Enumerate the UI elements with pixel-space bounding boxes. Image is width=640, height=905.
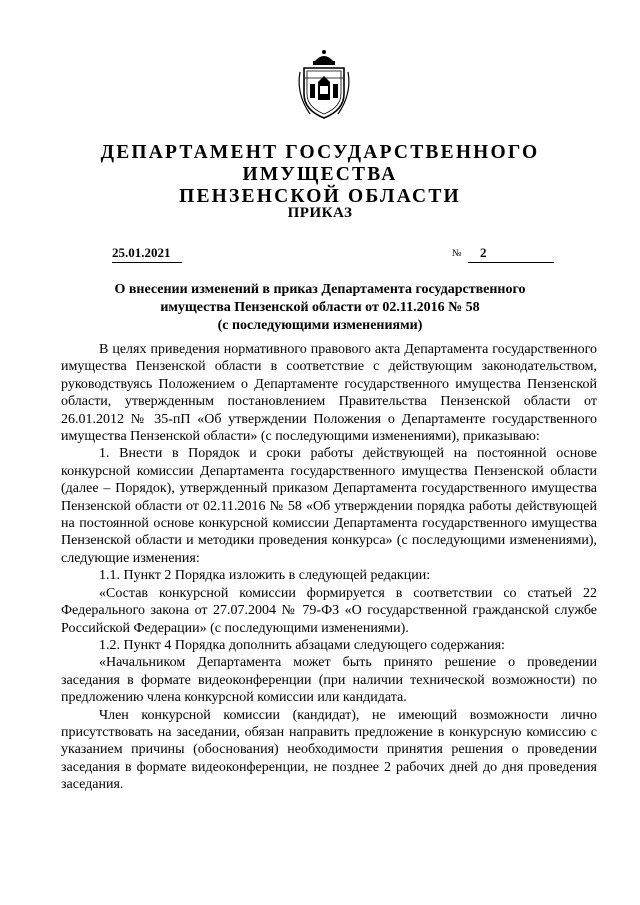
subject-line1: О внесении изменений в приказ Департамента государственного — [114, 282, 526, 297]
order-number: 2 — [468, 245, 554, 263]
order-body — [61, 341, 597, 794]
paragraph: 1.2. Пункт 4 Порядка дополнить абзацами следующего содержания: — [99, 637, 505, 653]
coat-of-arms-icon — [296, 48, 352, 120]
order-subject — [80, 281, 560, 335]
order-title: ПРИКАЗ — [287, 205, 353, 221]
department-name — [40, 142, 600, 208]
paragraph: «Состав конкурсной комиссии формируется в соответствии со статьей 22 Федерального закона от 27.07.2004 № 79-ФЗ «О государственной гражданской службе Российской Федерации» (с последующими изменениями). — [61, 585, 597, 636]
paragraph: Член конкурсной комиссии (кандидат), не имеющий возможности лично присутствовать на заседании, обязан направить предложение в конкурсную комиссию с указанием причины (обоснования) необходимости принятия решения о проведении заседания в формате видеоконференции, не позднее 2 рабочих дней до дня проведения заседания. — [61, 707, 597, 793]
department-name-line2: ПЕНЗЕНСКОЙ ОБЛАСТИ — [179, 186, 461, 207]
subject-line3: (с последующими изменениями) — [217, 318, 423, 333]
department-name-line1: ДЕПАРТАМЕНТ ГОСУДАРСТВЕННОГО ИМУЩЕСТВА — [100, 142, 540, 185]
paragraph: «Начальником Департамента может быть принято решение о проведении заседания в формате видеоконференции (при наличии технической возможности) по предложению члена конкурсной комиссии или кандидата. — [61, 655, 597, 706]
order-number-label: № — [452, 248, 462, 259]
order-date: 25.01.2021 — [112, 245, 182, 263]
paragraph: В целях приведения нормативного правового акта Департамента государственного имущества Пензенской области в соответствие с действующим законодательством, руководствуясь Положением о Департаменте государственного имущества Пензенской области, утвержденным постановлением Правительства Пензенской области от 26.01.2012 № 35-пП «Об утверждении Положения о Департаменте государственного имущества Пензенской области» (с последующими изменениями), приказываю: — [61, 342, 597, 445]
paragraph: 1.1. Пункт 2 Порядка изложить в следующей редакции: — [99, 568, 431, 584]
subject-line2: имущества Пензенской области от 02.11.2016 № 58 — [160, 300, 480, 315]
paragraph: 1. Внести в Порядок и сроки работы действующей на постоянной основе конкурсной комиссии Департамента государственного имущества Пензенской области (далее – Порядок), утвержденный приказом Департамента государственного имущества Пензенской области от 02.11.2016 № 58 «Об утверждении порядка работы действующей на постоянной основе конкурсной комиссии Департамента государственного имущества Пензенской области и методики проведения конкурса» (с последующими изменениями), следующие изменения: — [61, 446, 597, 566]
